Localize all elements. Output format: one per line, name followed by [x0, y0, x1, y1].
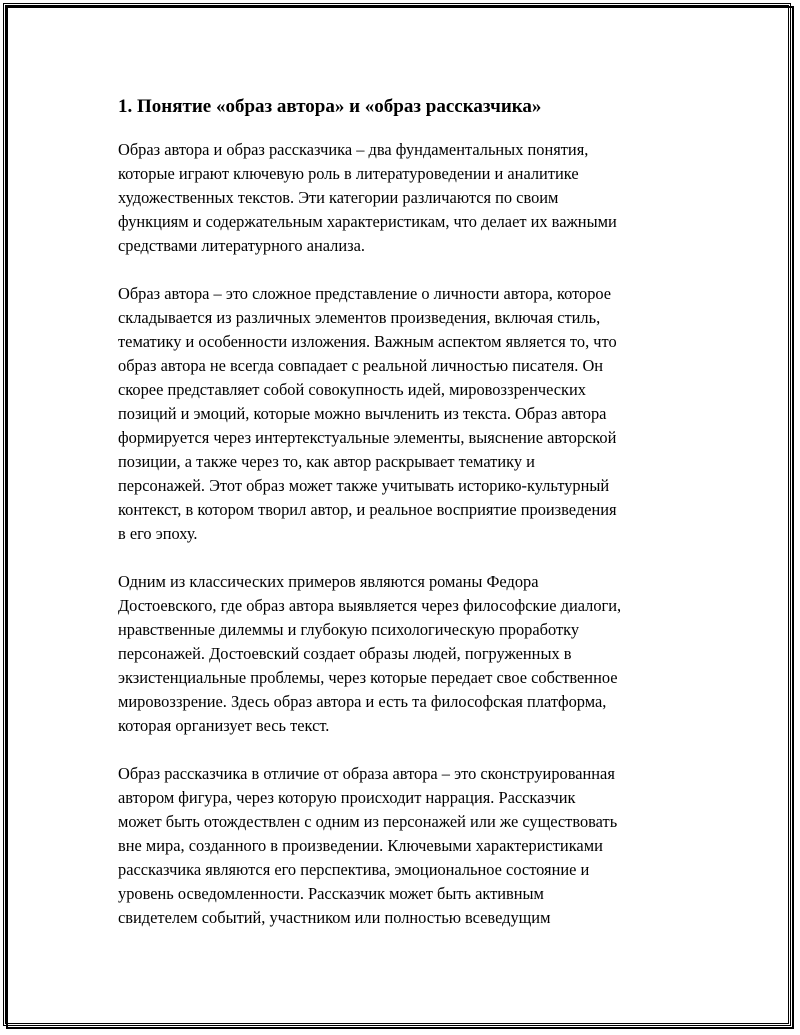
text-line: рассказчика являются его перспектива, эмоциональное состояние и — [118, 860, 590, 879]
text-line: свидетелем событий, участником или полностью всеведущим — [118, 908, 551, 927]
text-line: нравственные дилеммы и глубокую психологическую проработку — [118, 620, 580, 639]
text-line: позиции, а также через то, как автор раскрывает тематику и — [118, 452, 535, 471]
text-line: контекст, в котором творил автор, и реальное восприятие произведения — [118, 500, 617, 519]
text-line: тематику и особенности изложения. Важным аспектом является то, что — [118, 332, 617, 351]
paragraph-4 — [118, 762, 698, 930]
section-heading: 1. Понятие «образ автора» и «образ рассказчика» — [118, 96, 542, 117]
text-line: экзистенциальные проблемы, через которые передает свое собственное — [118, 668, 618, 687]
text-line: образ автора не всегда совпадает с реальной личностью писателя. Он — [118, 356, 604, 375]
text-line: персонажей. Этот образ может также учитывать историко-культурный — [118, 476, 610, 495]
text-line: формируется через интертекстуальные элементы, выяснение авторской — [118, 428, 617, 447]
text-line: Достоевского, где образ автора выявляется через философские диалоги, — [118, 596, 622, 615]
text-line: может быть отождествлен с одним из персонажей или же существовать — [118, 812, 618, 831]
paragraph-2 — [118, 282, 698, 546]
text-line: уровень осведомленности. Рассказчик может быть активным — [118, 884, 544, 903]
text-line: функциям и содержательным характеристикам, что делает их важными — [118, 212, 617, 231]
text-line: вне мира, созданного в произведении. Ключевыми характеристиками — [118, 836, 603, 855]
text-line: позиций и эмоций, которые можно вычленить из текста. Образ автора — [118, 404, 607, 423]
text-line: персонажей. Достоевский создает образы людей, погруженных в — [118, 644, 572, 663]
text-line: средствами литературного анализа. — [118, 236, 365, 255]
text-line: Одним из классических примеров являются романы Федора — [118, 572, 539, 591]
text-line: скорее представляет собой совокупность идей, мировоззренческих — [118, 380, 586, 399]
paragraph-3 — [118, 570, 698, 738]
text-line: которые играют ключевую роль в литературоведении и аналитике — [118, 164, 579, 183]
text-line: Образ рассказчика в отличие от образа автора – это сконструированная — [118, 764, 615, 783]
text-line: мировоззрение. Здесь образ автора и есть та философская платформа, — [118, 692, 607, 711]
text-line: Образ автора и образ рассказчика – два фундаментальных понятия, — [118, 140, 589, 159]
paragraph-1 — [118, 138, 698, 258]
text-line: автором фигура, через которую происходит наррация. Рассказчик — [118, 788, 576, 807]
text-line: Образ автора – это сложное представление о личности автора, которое — [118, 284, 612, 303]
text-line: складывается из различных элементов произведения, включая стиль, — [118, 308, 601, 327]
document-body — [118, 94, 698, 954]
text-line: художественных текстов. Эти категории различаются по своим — [118, 188, 559, 207]
text-line: в его эпоху. — [118, 524, 198, 543]
text-line: которая организует весь текст. — [118, 716, 330, 735]
